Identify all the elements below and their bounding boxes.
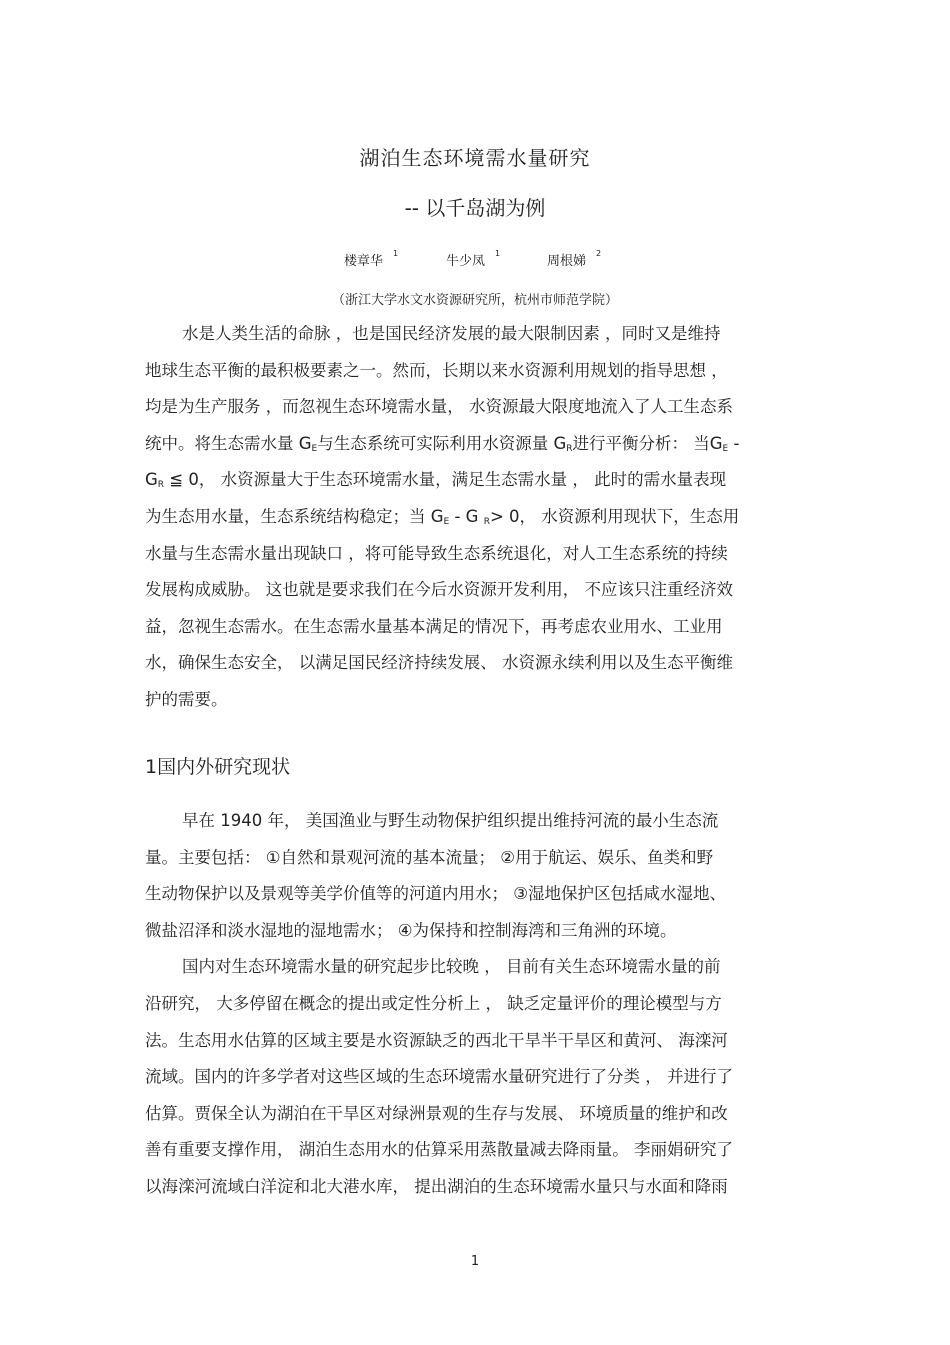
author <box>446 250 500 269</box>
text-line: 生动物保护以及景观等美学价值等的河道内用水； ③湿地保护区包括咸水湿地、 <box>145 884 727 904</box>
text-line: 益，忽视生态需水。在生态需水量基本满足的情况下，再考虑农业用水、工业用 <box>145 616 723 636</box>
subscript: E <box>443 516 450 527</box>
author-affiliation-mark: 1 <box>393 248 399 258</box>
paper-title: 湖泊生态环境需水量研究 <box>359 146 591 170</box>
section-paragraph <box>145 803 810 1206</box>
affiliation: （浙江大学水文水资源研究所，杭州市师范学院） <box>331 293 618 308</box>
text-line: 均是为生产服务 ，而忽视生态环境需水量， 水资源最大限度地流入了人工生态系 <box>145 397 733 417</box>
text-line: 水，确保生态安全， 以满足国民经济持续发展、 水资源永续利用以及生态平衡维 <box>145 653 733 673</box>
text-line: 发展构成威胁。 这也就是要求我们在今后水资源开发利用， 不应该只注重经济效 <box>145 580 733 600</box>
subscript: R <box>483 516 490 527</box>
text-line: 水是人类生活的命脉 ，也是国民经济发展的最大限制因素 ，同时又是维持 <box>182 324 721 343</box>
text-line: 护的需要。 <box>145 689 228 709</box>
paper-subtitle: -- 以千岛湖为例 <box>404 196 546 220</box>
text-line: 法。生态用水估算的区域主要是水资源缺乏的西北干旱半干旱区和黄河、 海滦河 <box>145 1030 728 1050</box>
text-line: 善有重要支撑作用， 湖泊生态用水的估算采用蒸散量减去降雨量。 李丽娟研究了 <box>145 1140 733 1160</box>
author <box>344 250 398 269</box>
subscript: R <box>566 443 573 454</box>
text-line: 水量与生态需水量出现缺口 ，将可能导致生态系统退化，对人工生态系统的持续 <box>145 543 728 563</box>
text-line: 沿研究， 大多停留在概念的提出或定性分析上 ， 缺乏定量评价的理论模型与方 <box>145 993 722 1013</box>
author-name: 周根娣 <box>547 254 587 269</box>
author-affiliation-mark: 1 <box>495 248 501 258</box>
text-line: 微盐沼泽和淡水湿地的湿地需水； ④为保持和控制海湾和三角洲的环境。 <box>145 920 677 940</box>
text-line: 地球生态平衡的最积极要素之一。然而，长期以来水资源利用规划的指导思想 ， <box>145 360 728 380</box>
text-line: $G_R$ ≦ 0， 水资源量大于生态环境需水量，满足生态需水量 ， 此时的需水量表现 <box>145 470 727 491</box>
text-line: 早在 1940 年， 美国渔业与野生动物保护组织提出维持河流的最小生态流 <box>182 811 719 830</box>
author <box>547 250 601 269</box>
text-line: 以海滦河流域白洋淀和北大港水库， 提出湖泊的生态环境需水量只与水面和降雨 <box>145 1176 728 1196</box>
text-line: 统中。将生态需水量 $G_E$与生态系统可实际利用水资源量 $G_R$进行平衡分析： 当$G_E$ - <box>145 433 740 454</box>
author-name: 牛少凤 <box>446 254 486 269</box>
abstract-paragraph <box>145 316 810 719</box>
author-name: 楼章华 <box>344 254 384 269</box>
text-line: 流域。国内的许多学者对这些区域的生态环境需水量研究进行了分类 ， 并进行了 <box>145 1067 733 1087</box>
subscript: E <box>311 443 318 454</box>
subscript: E <box>722 443 729 454</box>
text-line: 为生态用水量，生态系统结构稳定；当 $G_E$ - G $_R$> 0， 水资源利用现状下，生态用 <box>145 506 740 527</box>
subscript: R <box>157 480 165 491</box>
page-number: 1 <box>470 1254 480 1269</box>
text-line: 估算。贾保全认为湖泊在干旱区对绿洲景观的生存与发展、 环境质量的维护和改 <box>145 1103 728 1123</box>
author-affiliation-mark: 2 <box>596 248 602 258</box>
text-line: 国内对生态环境需水量的研究起步比较晚 ， 目前有关生态环境需水量的前 <box>182 957 721 977</box>
text-line: 量。主要包括： ①自然和景观河流的基本流量； ②用于航运、娱乐、鱼类和野 <box>145 847 714 867</box>
section-heading: 1国内外研究现状 <box>145 756 291 778</box>
